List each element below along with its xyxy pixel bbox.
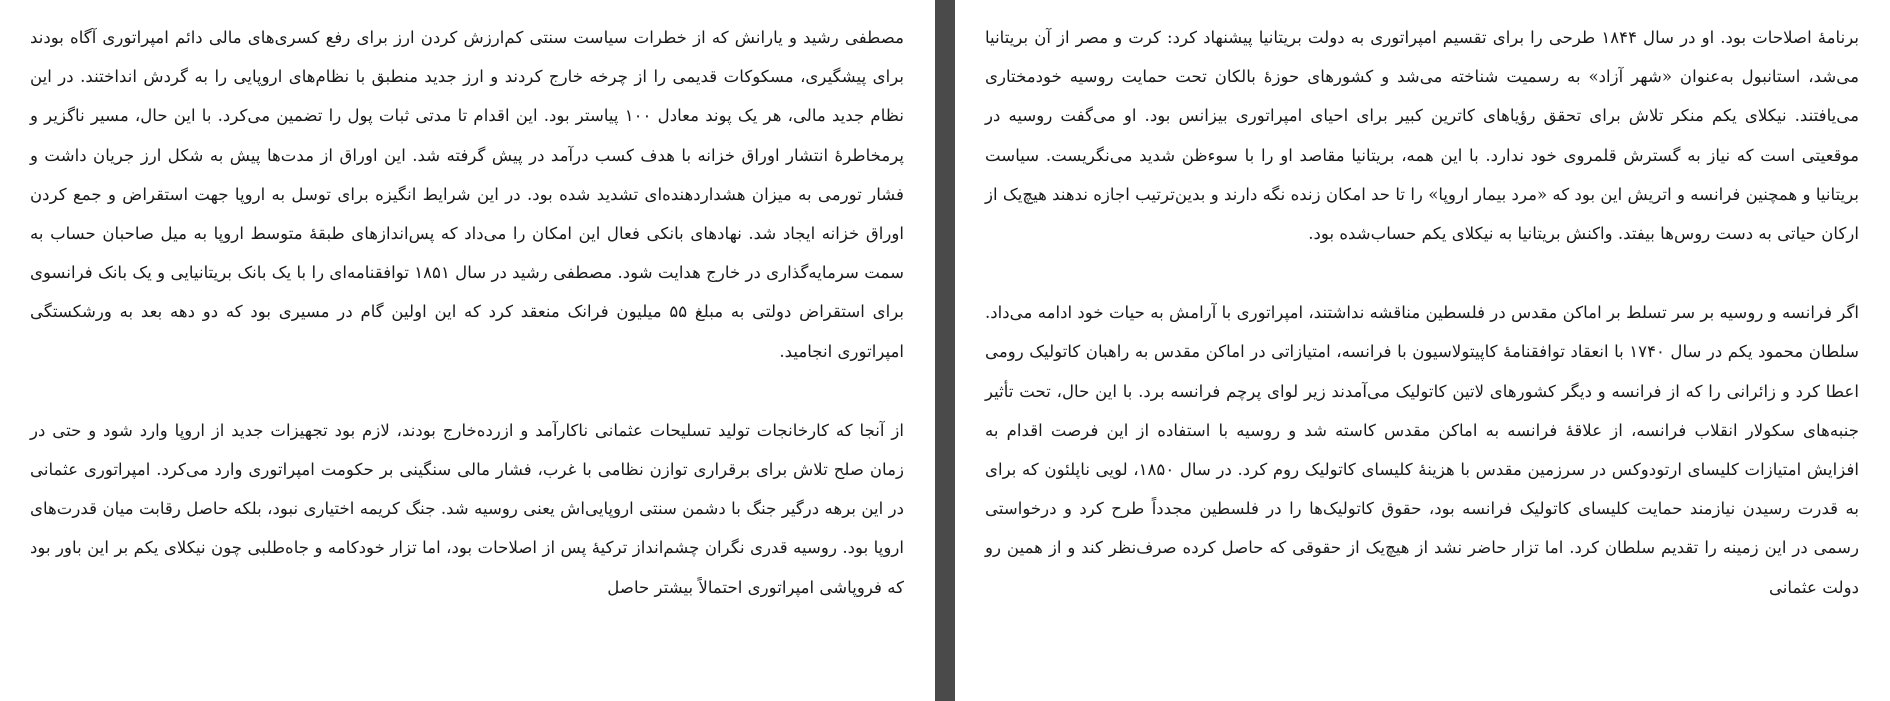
right-paragraph-1: برنامهٔ اصلاحات بود. او در سال ۱۸۴۴ طرحی را برای تقسیم امپراتوری به دولت بریتانیا پیشنهاد کرد: کرت و مصر از آن بریتانیا می‌شد، استانبول به‌عنوان «شهر آزاد» به رسمیت شناخته می‌شد و کشورهای حوزهٔ بالکان تحت حمایت روسیه خودمختاری می‌یافتند. نیکلای یکم منکر تلاش برای تحقق رؤیاهای کاترین کبیر برای احیای امپراتوری بیزانس بود. او می‌گفت روسیه در موقعیتی است که نیاز به گسترش قلمروی خود ندارد. با این همه، بریتانیا مقاصد او را با سوءظن شدید می‌نگریست. سیاست بریتانیا و همچنین فرانسه و اتریش این بود که «مرد بیمار اروپا» را تا حد امکان زنده نگه دارند و بدین‌ترتیب اجازه ندهند هیچ‌یک از ارکان حیاتی به دست روس‌ها بیفتد. واکنش بریتانیا به نیکلای یکم حساب‌شده بود. [985,28,1859,244]
left-page [0,0,935,701]
right-page [955,0,1890,701]
right-paragraph-2: اگر فرانسه و روسیه بر سر تسلط بر اماکن مقدس در فلسطین مناقشه نداشتند، امپراتوری با آرامش به حیات خود ادامه می‌داد. سلطان محمود یکم در سال ۱۷۴۰ با انعقاد توافقنامهٔ کاپیتولاسیون با فرانسه، امتیازاتی در اماکن مقدس به راهبان کاتولیک رومی اعطا کرد و زائرانی را که از فرانسه و دیگر کشورهای لاتین کاتولیک می‌آمدند زیر لوای پرچم فرانسه برد. با این حال، تحت تأثیر جنبه‌های سکولار انقلاب فرانسه، از علاقهٔ فرانسه به اماکن مقدس کاسته شد و روسیه با استفاده از این فرصت اقدام به افزایش امتیازات کلیسای ارتودوکس در سرزمین مقدس با هزینهٔ کلیسای کاتولیک روم کرد. در سال ۱۸۵۰، لویی ناپلئون که برای به قدرت رسیدن نیازمند حمایت کلیسای کاتولیک فرانسه بود، حقوق کاتولیک‌ها را در فلسطین مجدداً طرح کرد و درخواستی رسمی در این زمینه را تقدیم سلطان کرد. اما تزار حاضر نشد از هیچ‌یک از حقوقی که حاصل کرده صرف‌نظر کند و از همین رو دولت عثمانی [985,303,1860,597]
left-paragraph-2: از آنجا که کارخانجات تولید تسلیحات عثمانی ناکارآمد و ازرده‌خارج بودند، لازم بود تجهیزات جدید از اروپا وارد شود و حتی در زمان صلح تلاش برای برقراری توازن نظامی با غرب، فشار مالی سنگینی بر حکومت امپراتوری وارد می‌کرد. امپراتوری عثمانی در این برهه درگیر جنگ با دشمن سنتی اروپایی‌اش یعنی روسیه شد. جنگ کریمه اختیاری نبود، بلکه حاصل رقابت میان قدرت‌های اروپا بود. روسیه قدری نگران چشم‌انداز ترکیهٔ پس از اصلاحات بود، اما تزار خودکامه و جاه‌طلبی چون نیکلای یکم بر این باور بود که فروپاشی امپراتوری احتمالاً بیشتر حاصل [30,420,904,597]
left-paragraph-1: مصطفی رشید و یارانش که از خطرات سیاست سنتی کم‌ارزش کردن ارز برای رفع کسری‌های مالی دائم امپراتوری آگاه بودند برای پیشگیری، مسکوکات قدیمی را از چرخه خارج کردند و ارز جدید منطبق با نظام‌های اروپایی را به گردش انداختند. در این نظام جدید مالی، هر یک پوند معادل ۱۰۰ پیاستر بود. این اقدام تا مدتی ثبات پول را تضمین می‌کرد. با این حال، مسیر ناگزیر و پرمخاطرهٔ انتشار اوراق خزانه با هدف کسب درآمد در پیش گرفته شد. این اوراق از مدت‌ها پیش به شکل ارز جریان داشت و فشار تورمی به میزان هشداردهنده‌ای تشدید شده بود. در این شرایط انگیزه برای توسل به اروپا جهت استقراض و جمع کردن اوراق خزانه ایجاد شد. نهادهای بانکی فعال این امکان را می‌داد که پس‌اندازهای طبقهٔ متوسط اروپا به میل صاحبان حساب به سمت سرمایه‌گذاری در خارج هدایت شود. مصطفی رشید در سال ۱۸۵۱ توافقنامه‌ای را با یک بانک بریتانیایی و یک بانک فرانسوی برای استقراض دولتی به مبلغ ۵۵ میلیون فرانک منعقد کرد که این اولین گام در مسیری بود که دو دهه بعد به ورشکستگی امپراتوری انجامید. [30,28,904,361]
